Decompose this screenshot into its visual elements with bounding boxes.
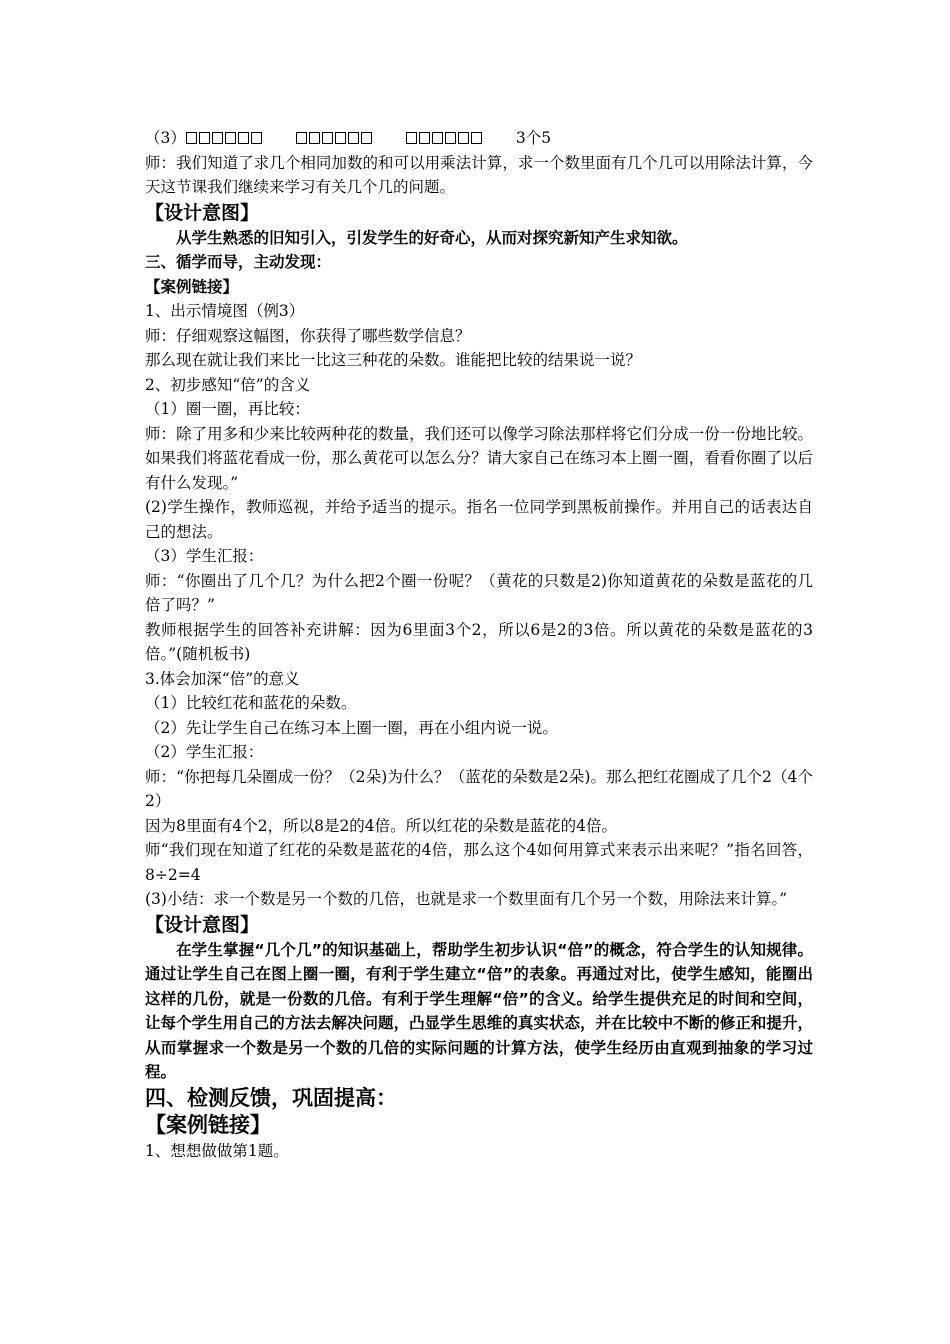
design-intent-text-2: 在学生掌握“几个几”的知识基础上，帮助学生初步认识“倍”的概念，符合学生的认知规律。通过让学生自己在图上圈一圈，有利于学生建立“倍”的表象。再通过对比，使学生感知，能圈出这样的几份，就是一份数的几倍。有利于学生理解“倍”的含义。给学生提供充足的时间和空间，让每个学生用自己的方法去解决问题，凸显学生思维的真实状态，并在比较中不断的修正和提升，从而掌握求一个数是另一个数的几倍的实际问题的计算方法，使学生经历由直观到抽象的学习过程。 <box>145 940 813 1081</box>
lesson-line: 教师根据学生的回答补充讲解：因为6里面3个2，所以6是2的3倍。所以黄花的朵数是蓝花的3倍。”(随机板书) <box>145 620 813 663</box>
square-icon <box>348 132 359 144</box>
case-link-heading-2: 【案例链接】 <box>145 1112 271 1137</box>
square-icon <box>361 132 372 144</box>
lesson-line: 2、初步感知“倍”的含义 <box>145 375 311 394</box>
square-icon <box>296 132 307 144</box>
lesson-line: 因为8里面有4个2，所以8是2的4倍。所以红花的朵数是蓝花的4倍。 <box>145 816 618 835</box>
section-three-heading: 三、循学而导，主动发现： <box>145 253 332 271</box>
document-page <box>145 126 813 1163</box>
square-icon <box>335 132 346 144</box>
lesson-line: （3）学生汇报： <box>145 547 264 565</box>
square-icon <box>309 132 320 144</box>
teacher-intro-text: 师：我们知道了求几个相同加数的和可以用乘法计算，求一个数里面有几个几可以用除法计算，今天这节课我们继续来学习有关几个几的问题。 <box>145 153 813 196</box>
lesson-line: 那么现在就让我们来比一比这三种花的朵数。谁能把比较的结果说一说？ <box>145 351 642 369</box>
lesson-line: （1）比较红花和蓝花的朵数。 <box>145 694 357 712</box>
case-link-heading: 【案例链接】 <box>145 277 239 296</box>
square-icon <box>419 132 430 144</box>
square-icon <box>445 132 456 144</box>
lesson-line: （2）先让学生自己在练习本上圈一圈，再在小组内说一说。 <box>145 718 558 737</box>
lesson-line: 师：除了用多和少来比较两种花的数量，我们还可以像学习除法那样将它们分成一份一份地比较。如果我们将蓝花看成一份，那么黄花可以怎么分？请大家自己在练习本上圈一圈，看看你圈了以后有什么发现。” <box>145 424 813 492</box>
lesson-line: 师：“你圈出了几个几？为什么把2个圈一份呢？（黄花的只数是2)你知道黄花的朵数是蓝花的几倍了吗？” <box>145 571 813 614</box>
exercise-line: 1、想想做做第1题。 <box>145 1141 289 1160</box>
lesson-line: 师：仔细观察这幅图，你获得了哪些数学信息？ <box>145 326 471 345</box>
lesson-line: 1、出示情境图（例3） <box>145 302 305 320</box>
square-icon <box>406 132 417 144</box>
square-icon <box>432 132 443 144</box>
square-icon <box>251 132 262 144</box>
square-icon <box>458 132 469 144</box>
design-intent-heading-2: 【设计意图】 <box>145 913 260 936</box>
lesson-line: 师：“你把每几朵圈成一份？（2朵)为什么？（蓝花的朵数是2朵)。那么把红花圈成了几个2（4个2） <box>145 767 813 810</box>
design-intent-text: 从学生熟悉的旧知引入，引发学生的好奇心，从而对探究新知产生求知欲。 <box>176 228 688 247</box>
box-group-3 <box>406 132 482 144</box>
design-intent-heading: 【设计意图】 <box>145 201 260 224</box>
lesson-line: (3)小结：求一个数是另一个数的几倍，也就是求一个数里面有几个另一个数，用除法来计算。” <box>145 890 788 908</box>
lesson-line: （1）圈一圈，再比较： <box>145 400 310 418</box>
item3-prefix: （3） <box>145 129 186 147</box>
item3-boxes-row <box>145 126 813 151</box>
lesson-line: (2)学生操作，教师巡视，并给予适当的提示。指名一位同学到黑板前操作。并用自己的话表达自己的想法。 <box>145 498 813 541</box>
square-icon <box>471 132 482 144</box>
square-icon <box>199 132 210 144</box>
lesson-line: 师“我们现在知道了红花的朵数是蓝花的4倍，那么这个4如何用算式来表示出来呢？”指名回答，8÷2=4 <box>145 841 813 884</box>
item3-suffix: 3个5 <box>515 129 552 147</box>
square-icon <box>225 132 236 144</box>
box-group-1 <box>186 132 262 144</box>
square-icon <box>186 132 197 144</box>
square-icon <box>238 132 249 144</box>
square-icon <box>212 132 223 144</box>
box-group-2 <box>296 132 372 144</box>
square-icon <box>322 132 333 144</box>
lesson-line: 3.体会加深“倍”的意义 <box>145 669 300 688</box>
lesson-line: （2）学生汇报： <box>145 743 264 761</box>
section-four-heading: 四、检测反馈，巩固提高： <box>145 1085 397 1110</box>
